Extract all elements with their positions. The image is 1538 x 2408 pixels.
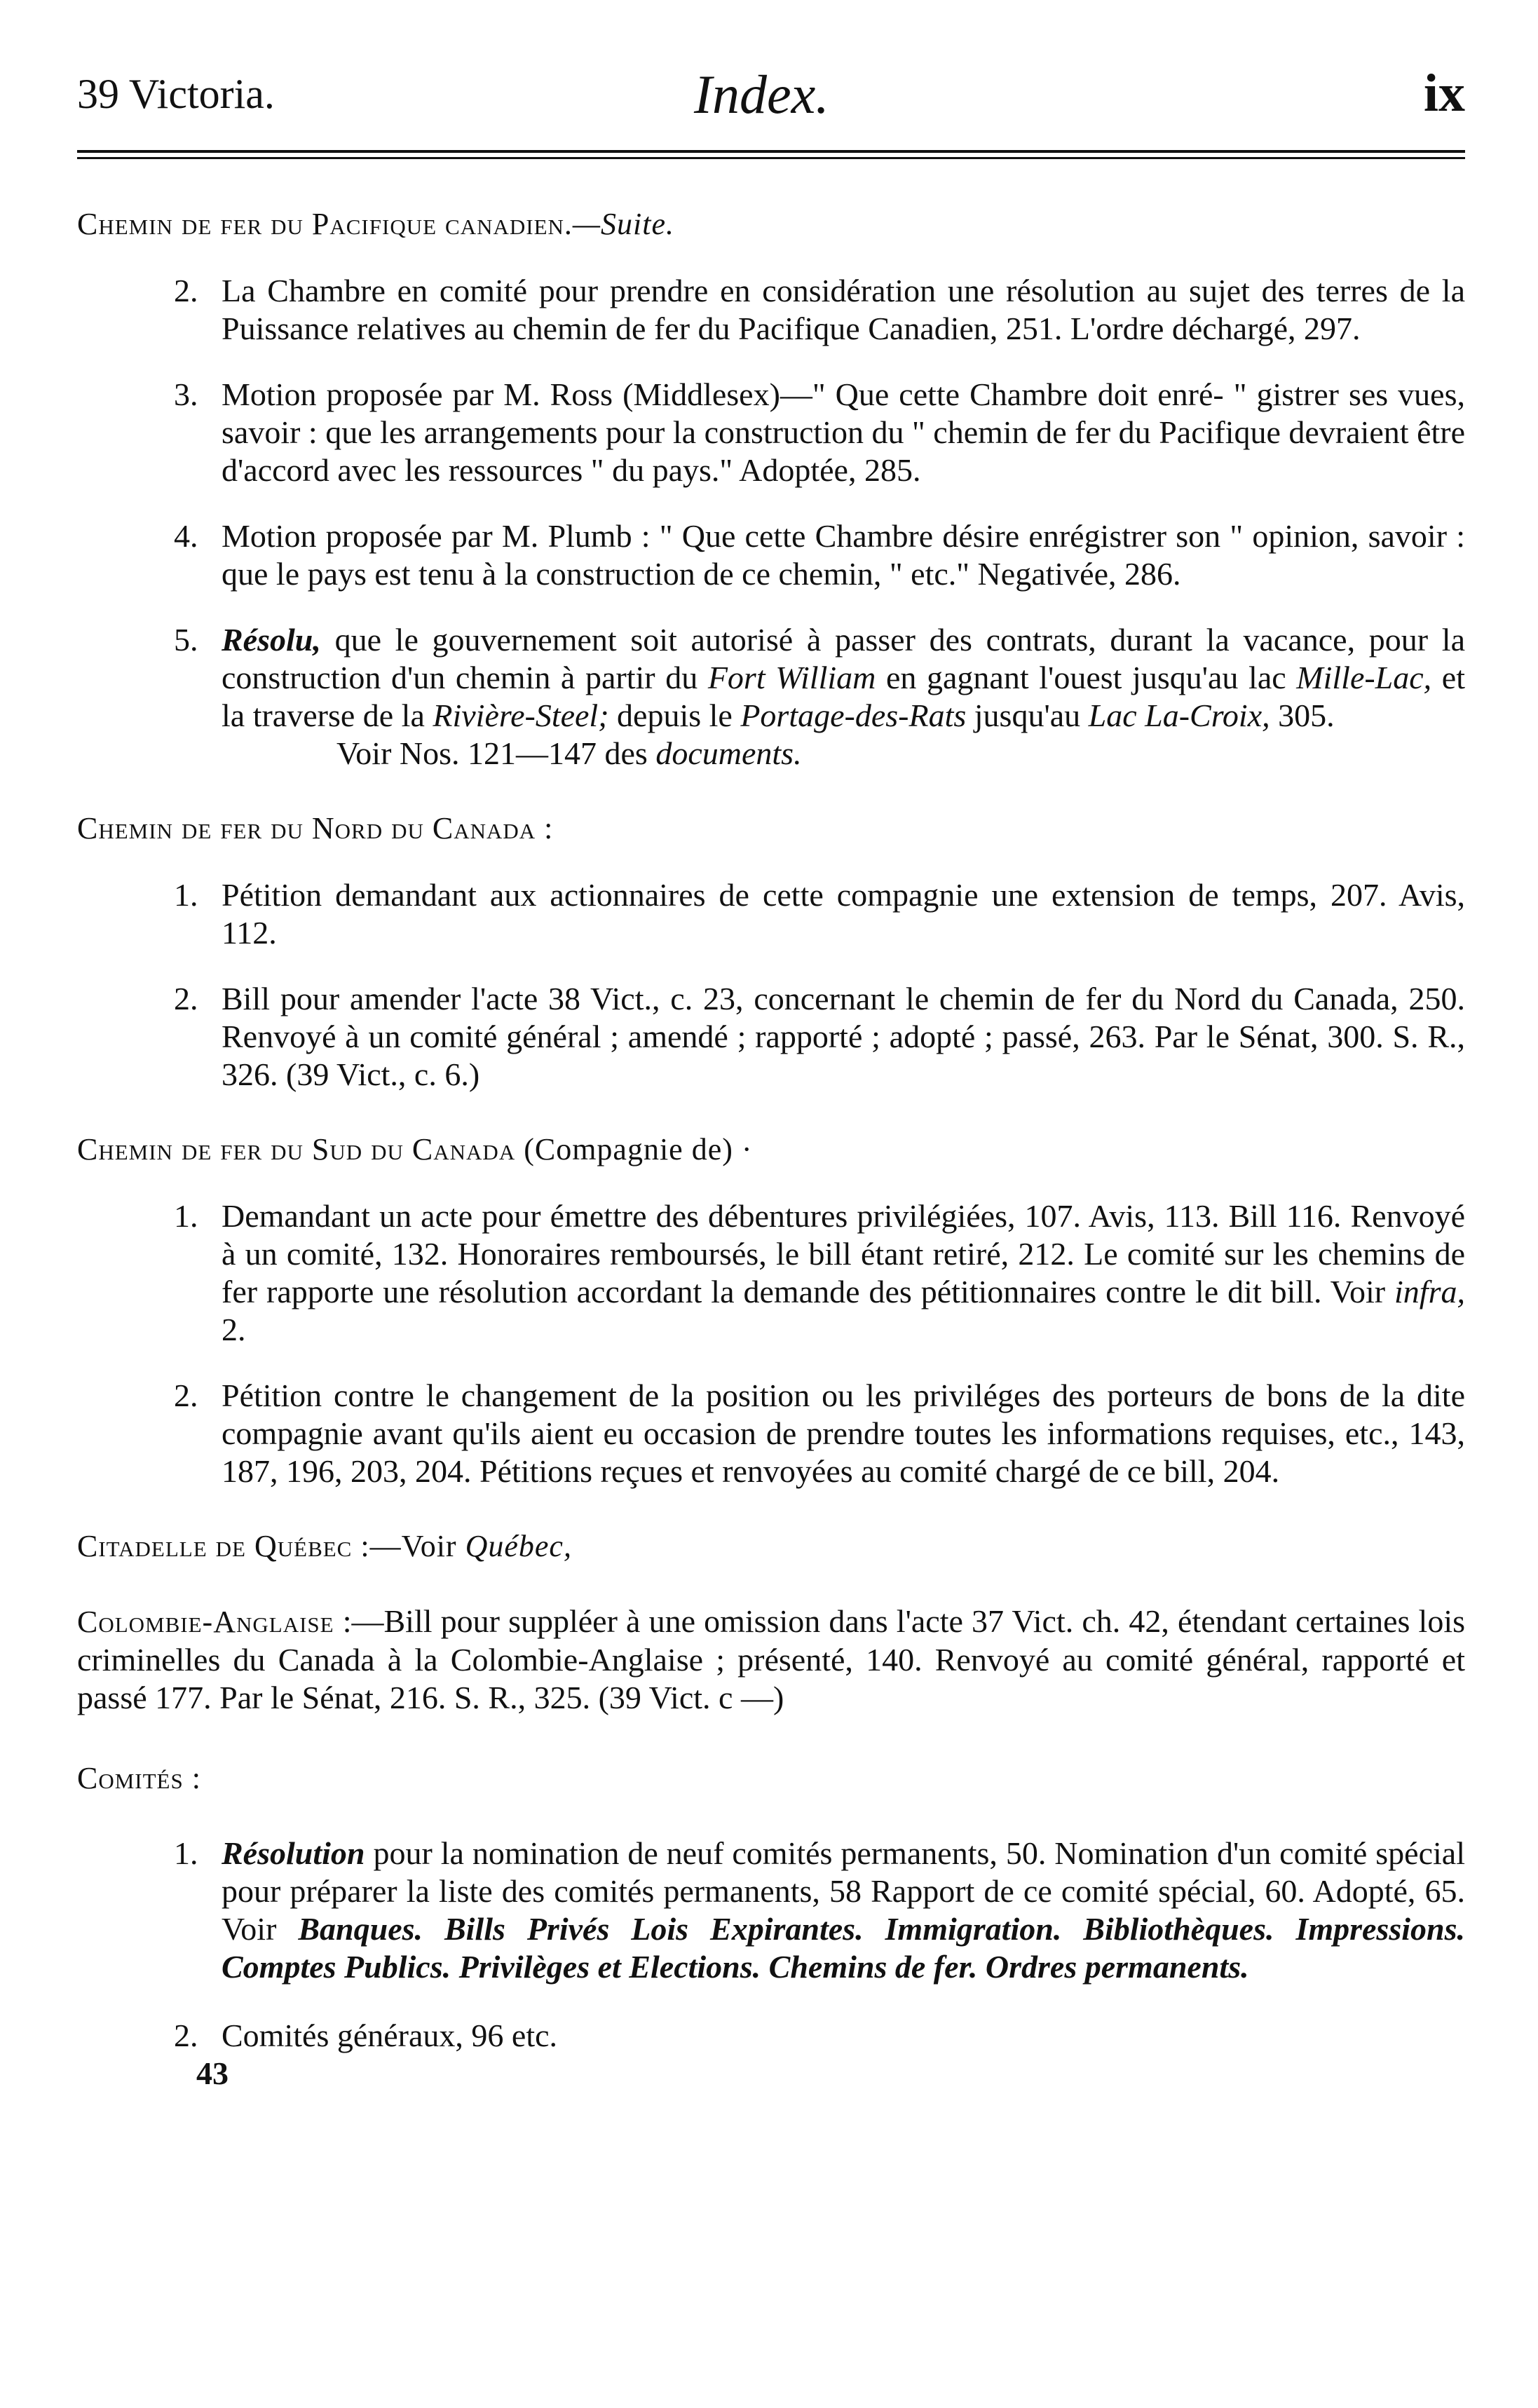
section-heading-nord: Chemin de fer du Nord du Canada : [77, 811, 554, 845]
entry-sud-1: 1. Demandant un acte pour émettre des débentures privilégiées, 107. Avis, 113. Bill 116. Renvoyé à un comité, 132. Honoraires remboursés, le bill étant retiré, 212. Le comité sur les chemins de fer rapporte une résolution accordant la demande des pétitionnaires contre le dit bill. Voir infra, 2. [174, 1198, 1465, 1347]
entry-pacifique-5: 5. Résolu, que le gouvernement soit autorisé à passer des contrats, durant la vacance, pour la construction d'un chemin à partir du Fort William en gagnant l'ouest jusqu'au lac Mille-Lac, et la traverse de la Rivière-Steel; depuis le Portage-des-Rats jusqu'au Lac La-Croix, 305. [174, 622, 1466, 733]
section-heading-pacifique: Chemin de fer du Pacifique canadien.—Suite. [77, 207, 675, 241]
entry-nord-2: 2. Bill pour amender l'acte 38 Vict., c. 23, concernant le chemin de fer du Nord du Canada, 250. Renvoyé à un comité général ; amendé ; rapporté ; adopté ; passé, 263. Par le Sénat, 300. S. R., 326. (39 Vict., c. 6.) [174, 981, 1465, 1092]
voir-documents-line: Voir Nos. 121—147 des documents. [336, 735, 802, 771]
running-head-left: 39 Victoria. [77, 71, 275, 117]
entry-pacifique-2: 2. La Chambre en comité pour prendre en considération une résolution au sujet des terres de la Puissance relatives au chemin de fer du Pacifique Canadien, 251. L'ordre déchargé, 297. [174, 273, 1465, 346]
header-rule [77, 150, 1465, 168]
entry-comites-2: 2. Comités généraux, 96 etc. [174, 2018, 558, 2053]
section-colombie-anglaise: Colombie-Anglaise :—Bill pour suppléer à une omission dans l'acte 37 Vict. ch. 42, étendant certaines lois criminelles du Canada à la Colombie-Anglaise ; présenté, 140. Renvoyé au comité général, rapporté et passé 177. Par le Sénat, 216. S. R., 325. (39 Vict. c —) [77, 1603, 1465, 1715]
section-heading-sud: Chemin de fer du Sud du Canada (Compagnie de) · [77, 1132, 753, 1166]
page-number-roman: ix [1423, 64, 1465, 123]
section-heading-citadelle: Citadelle de Québec :—Voir Québec, [77, 1529, 572, 1563]
running-head [77, 49, 1465, 133]
entry-pacifique-4: 4. Motion proposée par M. Plumb : " Que cette Chambre désire enrégistrer son " opinion, savoir : que le pays est tenu à la construction de ce chemin, " etc." Negativée, 286. [174, 518, 1465, 592]
entry-pacifique-3: 3. Motion proposée par M. Ross (Middlesex)—" Que cette Chambre doit enré- " gistrer ses vues, savoir : que les arrangements pour la construction du " chemin de fer du Pacifique devraient être d'accord avec les ressources " du pays." Adoptée, 285. [174, 376, 1465, 488]
signature-mark: 43 [196, 2055, 229, 2091]
running-head-title: Index. [694, 64, 829, 125]
entry-nord-1: 1. Pétition demandant aux actionnaires de cette compagnie une extension de temps, 207. Avis, 112. [174, 877, 1465, 951]
entry-comites-1: 1. Résolution pour la nomination de neuf comités permanents, 50. Nomination d'un comité spécial pour préparer la liste des comités permanents, 58 Rapport de ce comité spécial, 60. Adopté, 65. Voir Banques. Bills Privés Lois Expirantes. Immigration. Bibliothèques. Impressions. Comptes Publics. Privilèges et Elections. Chemins de fer. Ordres permanents. [174, 1835, 1465, 1985]
entry-sud-2: 2. Pétition contre le changement de la position ou les priviléges des porteurs de bons de la dite compagnie avant qu'ils aient eu occasion de prendre toutes les informations requises, etc., 143, 187, 196, 203, 204. Pétitions reçues et renvoyées au comité chargé de ce bill, 204. [174, 1378, 1465, 1489]
section-heading-comites: Comités : [77, 1761, 201, 1795]
index-page [77, 49, 1465, 2092]
